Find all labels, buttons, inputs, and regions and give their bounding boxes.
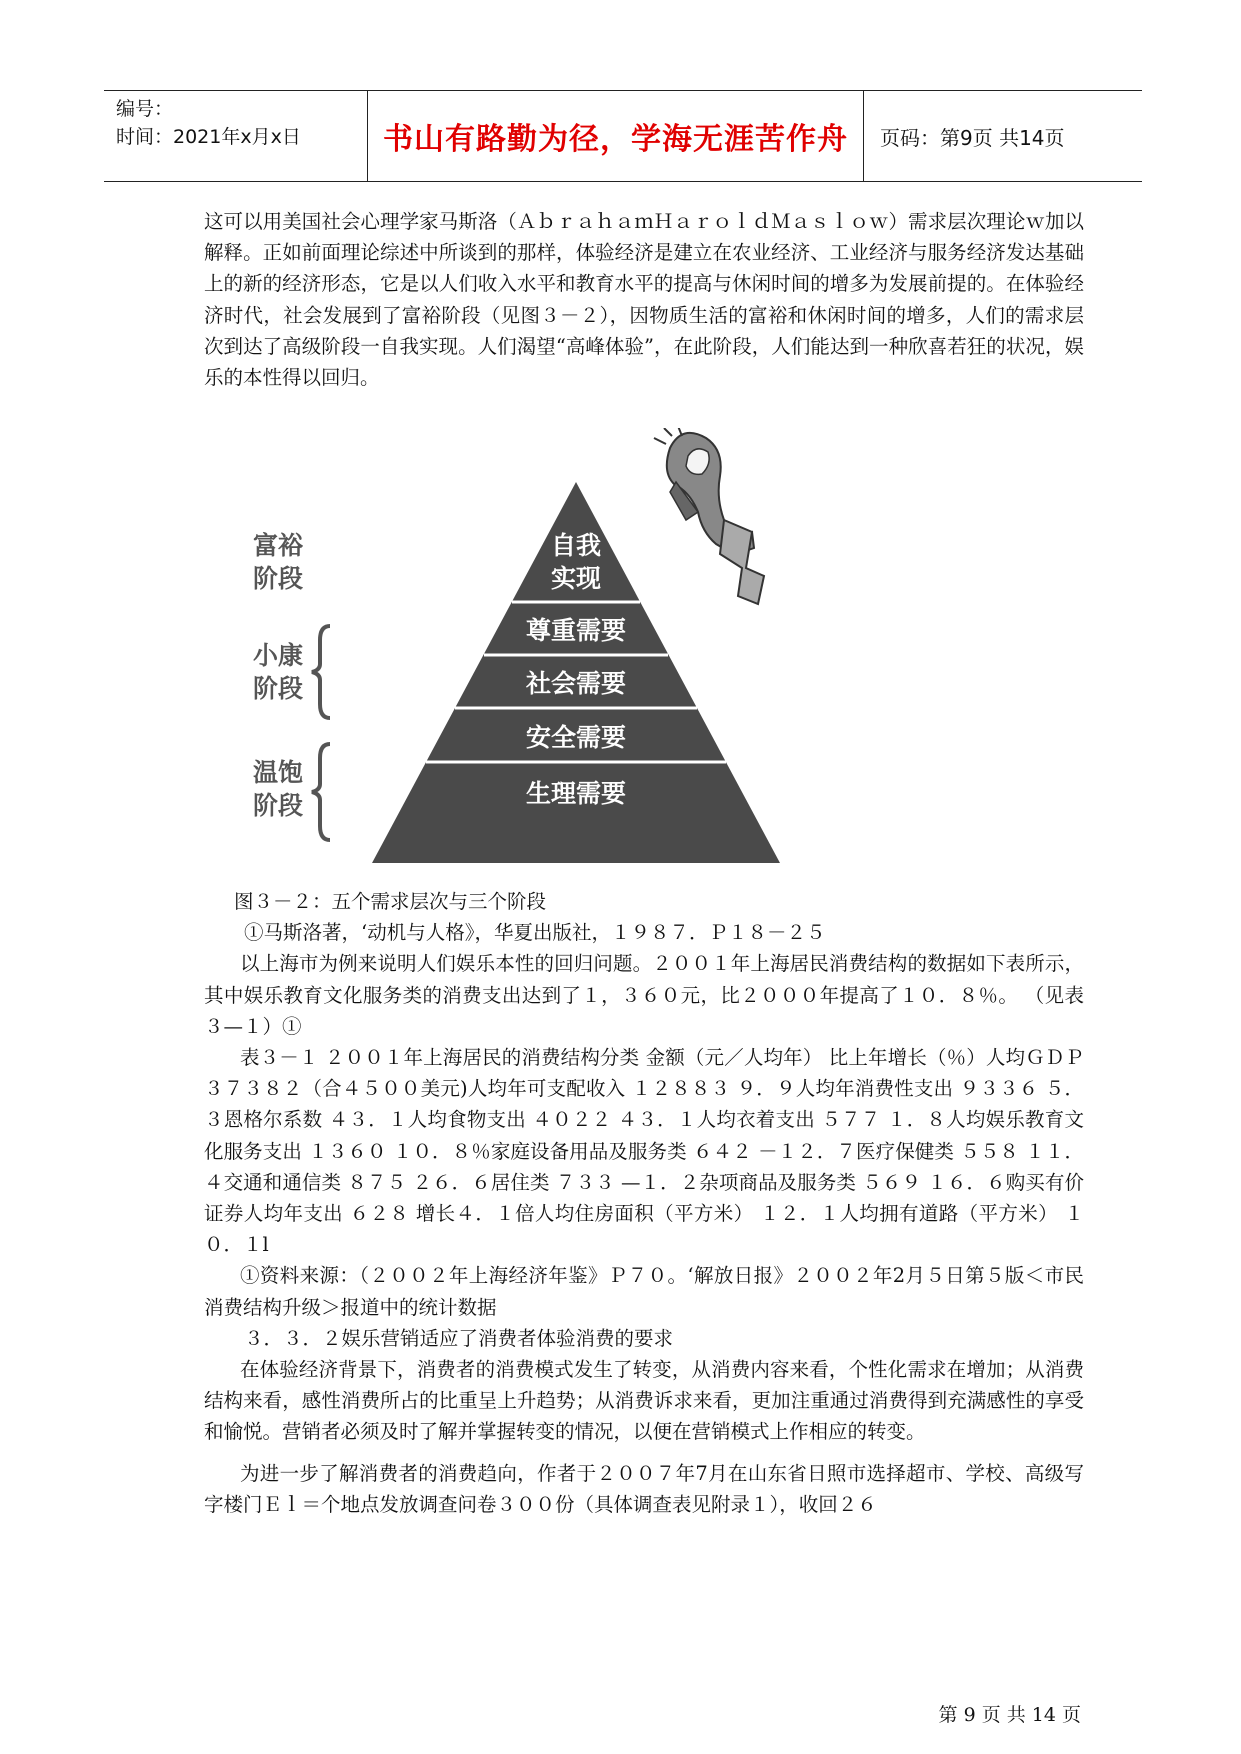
intro-section bbox=[204, 206, 1084, 393]
header-meta bbox=[104, 91, 368, 181]
brace-mid-icon bbox=[312, 626, 330, 718]
table-text: 表３－１ ２００１年上海居民的消费结构分类 金额（元／人均年） 比上年增长（％）人均ＧＤＰ ３７３８２（合４５００美元)人均年可支配收入 １２８８３ ９．９人均年消费性支出 ９３３６ ５．３恩格尔系数 ４３．１人均食物支出 ４０２２ ４３．１人均衣着支出 ５７７ １．８人均娱乐教育文化服务支出 １３６０ １０．８％家庭设备用品及服务类 ６４２ －１２．７医疗保健类 ５５８ １１．４交通和通信类 ８７５ ２６．６居住类 ７３３ —１．２杂项商品及服务类 ５６９ １６．６购买有价证券人均年支出 ６２８ 增长４．１倍人均住房面积（平方米） １２．１人均拥有道路（平方米） １０．１l bbox=[204, 1046, 1084, 1257]
page-header bbox=[104, 90, 1142, 182]
code-label: 编号： bbox=[116, 98, 174, 120]
level-label-social: 社会需要 bbox=[525, 669, 627, 698]
level-label-safety: 安全需要 bbox=[525, 723, 627, 752]
time-label: 时间：2021年x月x日 bbox=[116, 126, 301, 148]
header-page-label: 页码：第9页 共14页 bbox=[880, 125, 1065, 150]
level-label-physiological: 生理需要 bbox=[525, 779, 627, 808]
level-label-self-1: 自我 bbox=[550, 531, 602, 560]
footnote-2: ①资料来源：（２００２年上海经济年鉴》Ｐ７０。‘解放日报》２００２年2月５日第５版＜市民消费结构升级＞报道中的统计数据 bbox=[204, 1264, 1084, 1319]
figure-caption: 图３－２：五个需求层次与三个阶段 bbox=[234, 890, 547, 913]
stage-label-subsistence-2: 阶段 bbox=[252, 791, 304, 820]
stage-label-wellbeing-2: 阶段 bbox=[252, 674, 304, 703]
maslow-figure bbox=[250, 428, 860, 868]
footnote-1: ①马斯洛著，‘动机与人格》，华夏出版社，１９８７．Ｐ１８－２５ bbox=[244, 921, 826, 945]
stage-label-rich-2: 阶段 bbox=[252, 564, 304, 593]
level-label-self-2: 实现 bbox=[550, 564, 602, 593]
brace-bottom-icon bbox=[312, 744, 330, 840]
decorative-figure-icon bbox=[654, 428, 764, 604]
maslow-pyramid-diagram bbox=[250, 428, 860, 868]
paragraph-experience: 在体验经济背景下，消费者的消费模式发生了转变，从消费内容来看，个性化需求在增加；从消费结构来看，感性消费所占的比重呈上升趋势；从消费诉求来看，更加注重通过消费得到充满感性的享受和愉悦。营销者必须及时了解并掌握转变的情况，以便在营销模式上作相应的转变。 bbox=[204, 1358, 1084, 1444]
intro-paragraph: 这可以用美国社会心理学家马斯洛（ＡｂｒａｈａｍＨａｒｏｌｄＭａｓｌｏｗ）需求层次理论ｗ加以解释。正如前面理论综述中所谈到的那样，体验经济是建立在农业经济、工业经济与服务经济发达基础上的新的经济形态，它是以人们收入水平和教育水平的提高与休闲时间的增多为发展前提的。在体验经济时代，社会发展到了富裕阶段（见图３－２），因物质生活的富裕和休闲时间的增多，人们的需求层次到达了高级阶段一自我实现。人们渴望“高峰体验”，在此阶段，人们能达到一种欣喜若狂的状况，娱乐的本性得以回归。 bbox=[204, 210, 1084, 390]
section-heading: ３．３．２娱乐营销适应了消费者体验消费的要求 bbox=[244, 1326, 674, 1350]
stage-label-wellbeing-1: 小康 bbox=[252, 641, 304, 670]
paragraph-shanghai: 以上海市为例来说明人们娱乐本性的回归问题。２００１年上海居民消费结构的数据如下表所示，其中娱乐教育文化服务类的消费支出达到了１，３６０元，比２０００年提高了１０．８％。 （见表３—１）① bbox=[204, 952, 1084, 1038]
paragraph-survey: 为进一步了解消费者的消费趋向，作者于２００７年7月在山东省日照市选择超市、学校、高级写字楼门Ｅｌ＝个地点发放调查问卷３００份（具体调查表见附录１），收回２６ bbox=[204, 1461, 1084, 1516]
level-label-esteem: 尊重需要 bbox=[525, 616, 627, 645]
stage-label-rich-1: 富裕 bbox=[252, 531, 304, 560]
header-motto: 书山有路勤为径，学海无涯苦作舟 bbox=[368, 91, 864, 181]
stage-label-subsistence-1: 温饱 bbox=[252, 758, 304, 787]
page-footer: 第 9 页 共 14 页 bbox=[938, 1704, 1081, 1726]
content-section bbox=[204, 886, 1084, 1520]
